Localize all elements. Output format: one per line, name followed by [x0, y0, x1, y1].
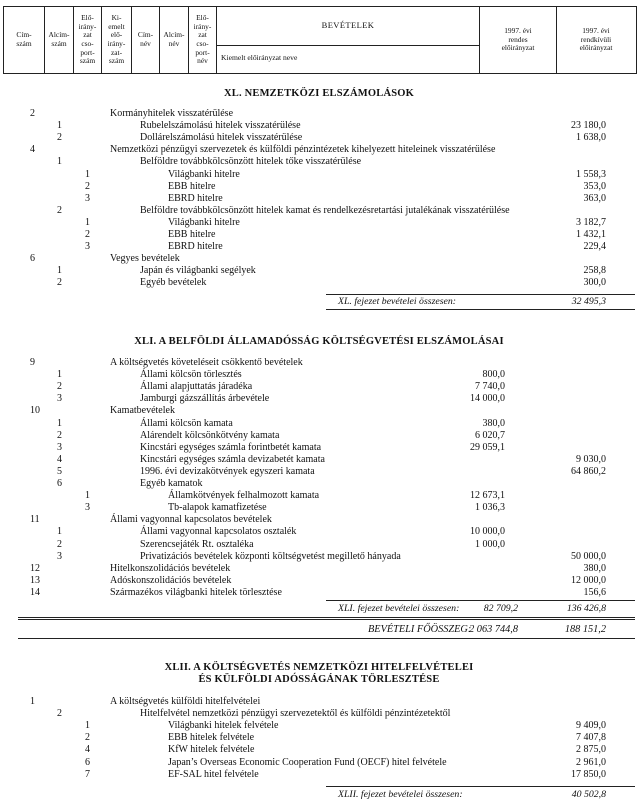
cell-alcim-nev: Rubelelszámolású hitelek visszatérülése [140, 120, 301, 132]
table-row [0, 108, 638, 120]
cell-cim-szam: 14 [30, 586, 40, 598]
cell-eloiranyzat-szam: 2 [85, 180, 90, 192]
table-row [0, 205, 638, 217]
table-row [0, 253, 638, 265]
cell-eloiranyzat-nev: EF-SAL hitel felvétele [168, 768, 259, 780]
cell-value-rendkivuli: 23 180,0 [571, 120, 606, 132]
cell-alcim-nev: Japán és világbanki segélyek [140, 265, 256, 277]
cell-cim-nev: Származékos világbanki hitelek törlesztése [110, 586, 282, 598]
cell-alcim-nev: Hitelfelvétel nemzetközi pénzügyi szervezetektől és külföldi pénzintézetektől [140, 708, 451, 720]
header-cim-szam: Cím- szám [4, 7, 45, 73]
cell-value-rendkivuli: 2 961,0 [576, 756, 606, 768]
table-row [0, 708, 638, 720]
cell-eloiranyzat-nev: Világbanki hitelre [168, 216, 240, 228]
cell-cim-nev: Nemzetközi pénzügyi szervezetek és külföldi pénzintézetek kihelyezett hiteleinek visszatérülése [110, 144, 496, 156]
cell-eloiranyzat-nev: EBB hitelre [168, 180, 216, 192]
cell-eloiranyzat-szam: 2 [85, 732, 90, 744]
section-title-xlii-line1: XLII. A KÖLTSÉGVETÉS NEMZETKÖZI HITELFELVÉTELEI [164, 662, 474, 673]
cell-cim-nev: Adóskonszolidációs bevételek [110, 574, 232, 586]
header-kiemelt-eloiranyzat-szam: Ki- emelt elő- irány- zat- szám [102, 7, 132, 73]
cell-alcim-nev: Egyéb bevételek [140, 277, 207, 289]
cell-alcim-szam: 6 [57, 478, 62, 489]
cell-cim-nev: A költségvetés követeléseit csökkentő bevételek [110, 357, 303, 368]
cell-alcim-nev: Állami alapjuttatás járadéka [140, 381, 253, 393]
cell-alcim-nev: Kincstári egységes számla devizabetét kamata [140, 453, 325, 465]
cell-alcim-szam: 4 [57, 453, 62, 465]
cell-value-rendkivuli: 156,6 [583, 586, 606, 598]
cell-value-rendkivuli: 7 407,8 [576, 732, 606, 744]
cell-eloiranyzat-szam: 1 [85, 490, 90, 502]
table-row [0, 381, 638, 393]
table-row [0, 490, 638, 502]
header-divider [217, 45, 479, 46]
header-eloiranyzat-csoport-szam: Elő- irány- zat cso- port- szám [74, 7, 102, 73]
cell-value-rendkivuli: 17 850,0 [571, 768, 606, 780]
header-eloiranyzat-csoport-nev: Elő- irány- zat cso- port- név [189, 7, 217, 73]
table-row [0, 156, 638, 168]
section-title-xlii-line2: ÉS KÜLFÖLDI ADÓSSÁGÁNAK TÖRLESZTÉSE [198, 674, 440, 685]
header-1997-rendes: 1997. évi rendes előirányzat [480, 7, 557, 73]
cell-alcim-szam: 1 [57, 120, 62, 132]
cell-eloiranyzat-szam: 1 [85, 720, 90, 732]
xli-total-value-rendes: 82 709,2 [483, 603, 518, 614]
table-row [0, 757, 638, 769]
cell-alcim-szam: 2 [57, 429, 62, 441]
grand-total-label: BEVÉTELI FŐÖSSZEG: [368, 624, 472, 635]
table-row [0, 430, 638, 442]
cell-value-rendes-sub: 1 000,0 [475, 538, 505, 550]
cell-alcim-szam: 2 [57, 708, 62, 720]
table-row [0, 181, 638, 193]
grand-total-rule-double [18, 619, 635, 620]
cell-alcim-szam: 3 [57, 441, 62, 453]
cell-value-rendkivuli: 2 875,0 [576, 744, 606, 756]
total-rule [326, 600, 635, 601]
cell-alcim-nev: Dollárelszámolású hitelek visszatérülése [140, 132, 303, 144]
cell-eloiranyzat-nev: EBRD hitelre [168, 192, 223, 204]
header-alcim-nev: Alcím- név [160, 7, 189, 73]
header-1997-rendkivuli: 1997. évi rendkívüli előirányzat [579, 26, 613, 53]
cell-eloiranyzat-nev: EBB hitelre [168, 229, 216, 240]
cell-value-rendkivuli: 12 000,0 [571, 574, 606, 586]
table-row [0, 502, 638, 514]
table-row [0, 526, 638, 538]
table-row [0, 478, 638, 490]
cell-cim-szam: 1 [30, 696, 35, 707]
cell-cim-szam: 10 [30, 405, 40, 417]
cell-eloiranyzat-nev: Világbanki hitelek felvétele [168, 720, 279, 732]
cell-value-rendes-sub: 29 059,1 [470, 441, 505, 453]
cell-value-rendkivuli: 1 432,1 [576, 229, 606, 240]
cell-alcim-nev: Alárendelt kölcsönkötvény kamata [140, 429, 280, 441]
cell-alcim-nev: Állami vagyonnal kapcsolatos osztalék [140, 526, 297, 538]
cell-alcim-nev: 1996. évi devizakötvények egyszeri kamata [140, 465, 315, 477]
cell-eloiranyzat-nev: KfW hitelek felvétele [168, 744, 255, 756]
xlii-total-value: 40 502,8 [571, 789, 606, 800]
cell-cim-szam: 9 [30, 357, 35, 368]
cell-eloiranyzat-nev: Világbanki hitelre [168, 168, 240, 180]
table-row [0, 696, 638, 708]
cell-alcim-szam: 2 [57, 538, 62, 550]
section-title-xl: XL. NEMZETKÖZI ELSZÁMOLÁSOK [223, 88, 415, 99]
cell-value-rendkivuli: 229,4 [583, 241, 606, 253]
cell-alcim-szam: 5 [57, 465, 62, 477]
cell-eloiranyzat-nev: Tb-alapok kamatfizetése [168, 502, 267, 514]
cell-eloiranyzat-szam: 3 [85, 241, 90, 253]
cell-value-rendkivuli: 9 409,0 [576, 720, 606, 732]
table-row [0, 132, 638, 144]
cell-cim-nev: Hitelkonszolidációs bevételek [110, 562, 231, 574]
table-row [0, 514, 638, 526]
cell-cim-nev: Kormányhitelek visszatérülése [110, 108, 234, 119]
cell-value-rendes-sub: 6 020,7 [475, 429, 505, 441]
table-row [0, 277, 638, 289]
cell-value-rendkivuli: 258,8 [583, 265, 606, 277]
cell-alcim-szam: 1 [57, 156, 62, 168]
cell-cim-szam: 6 [30, 253, 35, 265]
cell-eloiranyzat-szam: 1 [85, 216, 90, 228]
cell-eloiranyzat-nev: EBB hitelek felvétele [168, 732, 255, 744]
cell-value-rendkivuli: 3 182,7 [576, 216, 606, 228]
cell-alcim-nev: Állami kölcsön kamata [140, 417, 233, 429]
table-row [0, 265, 638, 277]
total-rule [326, 786, 635, 787]
cell-alcim-nev: Belföldre továbbkölcsönzött hitelek tőke visszatérülése [140, 156, 362, 168]
cell-eloiranyzat-szam: 2 [85, 229, 90, 240]
table-row [0, 144, 638, 156]
cell-cim-szam: 4 [30, 144, 35, 156]
table-row [0, 193, 638, 205]
cell-cim-nev: A költségvetés külföldi hitelfelvételei [110, 696, 261, 707]
cell-value-rendkivuli: 380,0 [583, 562, 606, 574]
grand-total-rule-bottom [18, 638, 635, 639]
cell-value-rendkivuli: 1 638,0 [576, 132, 606, 144]
table-row [0, 229, 638, 241]
cell-value-rendes-sub: 12 673,1 [470, 490, 505, 502]
cell-eloiranyzat-szam: 7 [85, 768, 90, 780]
total-rule [326, 294, 635, 295]
table-row [0, 442, 638, 454]
table-row [0, 120, 638, 132]
table-row [0, 369, 638, 381]
cell-value-rendkivuli: 50 000,0 [571, 550, 606, 562]
table-row [0, 551, 638, 563]
table-header [3, 6, 637, 74]
grand-total-value-rendkivuli: 188 151,2 [564, 624, 606, 635]
xli-total-label: XLI. fejezet bevételei összesen: [338, 603, 460, 614]
cell-alcim-szam: 2 [57, 277, 62, 289]
grand-total-value-rendes: 2 063 744,8 [469, 624, 518, 635]
cell-alcim-szam: 1 [57, 526, 62, 538]
cell-cim-szam: 13 [30, 574, 40, 586]
cell-value-rendes-sub: 10 000,0 [470, 526, 505, 538]
header-alcim-szam: Alcím- szám [45, 7, 74, 73]
cell-value-rendkivuli: 64 860,2 [571, 465, 606, 477]
grand-total-rule [18, 617, 635, 618]
cell-value-rendkivuli: 353,0 [583, 180, 606, 192]
table-row [0, 769, 638, 781]
cell-alcim-nev: Jamburgi gázszállítás árbevétele [140, 393, 270, 405]
cell-value-rendes-sub: 14 000,0 [470, 393, 505, 405]
cell-value-rendkivuli: 9 030,0 [576, 453, 606, 465]
cell-cim-nev: Kamatbevételek [110, 405, 175, 417]
cell-value-rendes-sub: 380,0 [482, 417, 505, 429]
cell-cim-szam: 12 [30, 562, 40, 574]
cell-alcim-nev: Belföldre továbbkölcsönzött hitelek kamat és rendelkezésretartási jutalékának visszatérülése [140, 204, 510, 216]
cell-value-rendes-sub: 800,0 [482, 369, 505, 381]
table-row [0, 357, 638, 369]
table-row [0, 539, 638, 551]
cell-alcim-szam: 1 [57, 369, 62, 381]
total-rule-bottom [326, 309, 635, 310]
cell-alcim-szam: 1 [57, 265, 62, 277]
table-row [0, 169, 638, 181]
cell-eloiranyzat-szam: 3 [85, 502, 90, 514]
cell-cim-nev: Vegyes bevételek [110, 253, 180, 265]
table-row [0, 563, 638, 575]
cell-alcim-szam: 2 [57, 381, 62, 393]
table-row [0, 466, 638, 478]
xl-total-label: XL. fejezet bevételei összesen: [338, 296, 457, 307]
table-row [0, 575, 638, 587]
cell-cim-szam: 2 [30, 108, 35, 119]
cell-alcim-nev: Kincstári egységes számla forintbetét kamata [140, 441, 322, 453]
cell-value-rendes-sub: 1 036,3 [475, 502, 505, 514]
cell-cim-szam: 11 [30, 514, 40, 526]
table-row [0, 720, 638, 732]
header-cim-nev: Cím- név [132, 7, 160, 73]
cell-value-rendkivuli: 363,0 [583, 192, 606, 204]
header-bevetelek-title: BEVÉTELEK [321, 20, 375, 30]
header-kiemelt-nev: Kiemelt előirányzat neve [221, 53, 298, 63]
xli-total-value-rendkivuli: 136 426,8 [566, 603, 606, 614]
cell-alcim-nev: Állami kölcsön törlesztés [140, 369, 242, 381]
cell-alcim-szam: 3 [57, 550, 62, 562]
table-row [0, 418, 638, 430]
cell-cim-nev: Állami vagyonnal kapcsolatos bevételek [110, 514, 272, 526]
table-row [0, 587, 638, 599]
cell-alcim-szam: 2 [57, 204, 62, 216]
cell-eloiranyzat-szam: 1 [85, 168, 90, 180]
header-bevetelek [217, 7, 480, 73]
section-title-xli: XLI. A BELFÖLDI ÁLLAMADÓSSÁG KÖLTSÉGVETÉSI ELSZÁMOLÁSAI [134, 336, 504, 347]
table-row [0, 241, 638, 253]
cell-value-rendkivuli: 1 558,3 [576, 168, 606, 180]
cell-eloiranyzat-nev: EBRD hitelre [168, 241, 223, 253]
xlii-total-label: XLII. fejezet bevételei összesen: [338, 789, 463, 800]
cell-alcim-szam: 1 [57, 417, 62, 429]
cell-eloiranyzat-szam: 3 [85, 192, 90, 204]
table-row [0, 405, 638, 417]
table-row [0, 217, 638, 229]
cell-eloiranyzat-nev: Japan’s Overseas Economic Cooperation Fund (OECF) hitel felvétele [168, 756, 447, 768]
cell-alcim-szam: 3 [57, 393, 62, 405]
cell-eloiranyzat-nev: Államkötvények felhalmozott kamata [168, 490, 320, 502]
cell-value-rendes-sub: 7 740,0 [475, 381, 505, 393]
xl-total-value: 32 495,3 [571, 296, 606, 307]
table-row [0, 732, 638, 744]
cell-alcim-nev: Egyéb kamatok [140, 478, 203, 489]
cell-alcim-nev: Privatizációs bevételek központi költségvetést megillető hányada [140, 550, 401, 562]
table-row [0, 744, 638, 756]
cell-eloiranyzat-szam: 6 [85, 756, 90, 768]
table-row [0, 393, 638, 405]
cell-alcim-nev: Szerencsejáték Rt. osztaléka [140, 538, 254, 550]
cell-eloiranyzat-szam: 4 [85, 744, 90, 756]
table-row [0, 454, 638, 466]
cell-alcim-szam: 2 [57, 132, 62, 144]
cell-value-rendkivuli: 300,0 [583, 277, 606, 289]
